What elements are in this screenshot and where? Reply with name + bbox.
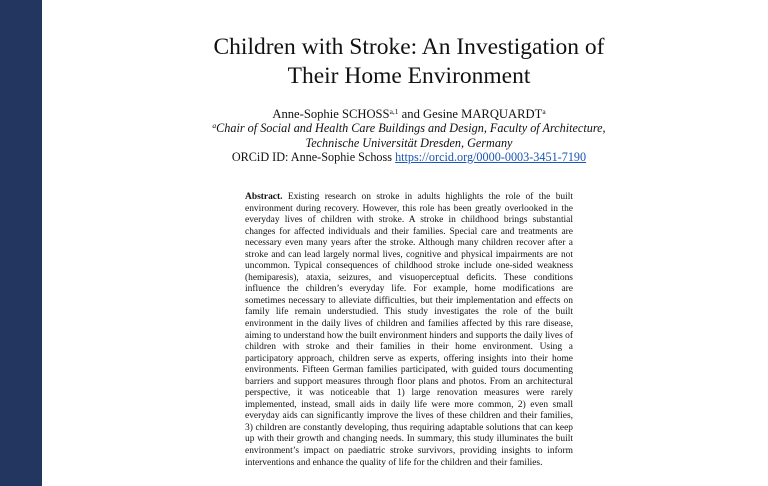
author-2-affiliation-mark: a <box>542 107 546 116</box>
author-line <box>42 106 768 122</box>
paper-page <box>42 0 768 486</box>
affiliation-text-1: Chair of Social and Health Care Buildings and Design, Faculty of Architecture, <box>216 121 606 135</box>
author-1-affiliation-mark: a,1 <box>389 107 399 116</box>
orcid-label: ORCiD ID: Anne-Sophie Schoss <box>231 150 396 164</box>
abstract <box>245 192 573 469</box>
orcid-link[interactable]: https://orcid.org/0000-0003-3451-7190 <box>395 150 587 164</box>
paper-title <box>42 33 768 91</box>
abstract-label: Abstract. <box>245 192 283 202</box>
affiliation <box>42 121 768 151</box>
author-1: Anne-Sophie SCHOSS <box>272 107 390 121</box>
author-separator: and <box>398 107 424 121</box>
abstract-body: Existing research on stroke in adults highlights the role of the built environment during recovery. However, this role has been greatly overlooked in the everyday lives of children with stroke. A stroke in childhood brings substantial changes for affected individuals and their families. Special care and treatments are necessary even many years after the stroke. Although many children recover after a stroke and can lead largely normal lives, cognitive and physical impairments are not uncommon. Typical consequences of childhood stroke include one-sided weakness (hemiparesis), ataxia, seizures, and visuoperceptual deficits. These conditions influence the children’s everyday life. For example, home modifications are sometimes necessary to alleviate difficulties, but their implementation and effects on family life remain understudied. This study investigates the role of the built environment in the daily lives of children and families affected by this rare disease, aiming to understand how the built environment hinders and supports the daily lives of children with stroke and their families in their home environment. Using a participatory approach, children serve as experts, offering insights into their home environments. Fifteen German families participated, with guided tours documenting barriers and support measures through floor plans and photos. From an architectural perspective, it was noticeable that 1) large renovation measures were rarely implemented, instead, small aids in daily life were more common, 2) even small everyday aids can significantly improve the lives of these children and their families, 3) children are constantly developing, thus requiring adaptable solutions that can keep up with their growth and changing needs. In summary, this study illuminates the built environment’s impact on paediatric stroke survivors, providing insights to inform interventions and enhance the quality of life for the children and their families. <box>245 192 574 468</box>
title-line-1: Children with Stroke: An Investigation of <box>213 34 605 60</box>
affiliation-line-2: Technische Universität Dresden, Germany <box>305 136 513 150</box>
orcid-line <box>42 150 768 165</box>
left-color-band <box>0 0 42 486</box>
title-line-2: Their Home Environment <box>287 63 531 89</box>
affiliation-mark: a <box>212 121 217 130</box>
author-2: Gesine MARQUARDT <box>423 107 543 121</box>
affiliation-line-1 <box>42 121 768 136</box>
